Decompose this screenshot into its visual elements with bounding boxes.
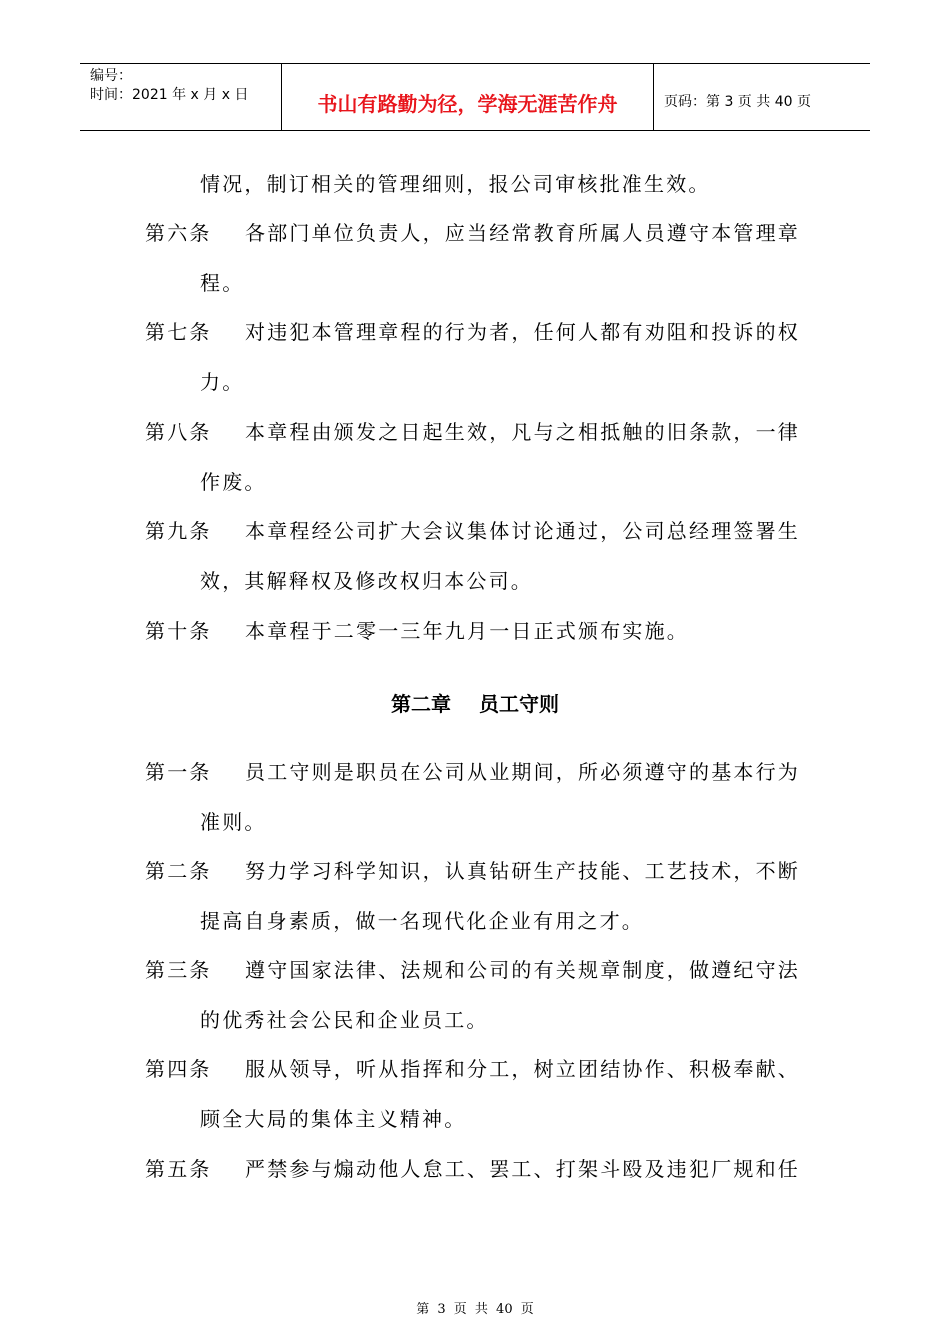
article-number: 第四条 bbox=[145, 1057, 212, 1081]
ch2-article-3-continuation: 的优秀社会公民和企业员工。 bbox=[200, 1008, 489, 1032]
document-header bbox=[80, 63, 870, 131]
article-text: 本章程于二零一三年九月一日正式颁布实施。 bbox=[245, 619, 689, 643]
time-label: 时间：2021 年 x 月 x 日 bbox=[90, 87, 249, 103]
article-number: 第六条 bbox=[145, 221, 212, 245]
article-text: 服从领导，听从指挥和分工，树立团结协作、积极奉献、 bbox=[245, 1057, 800, 1081]
chapter-heading bbox=[0, 688, 950, 717]
article-8-continuation: 作废。 bbox=[200, 470, 267, 494]
chapter-title: 员工守则 bbox=[479, 692, 559, 716]
article-text: 员工守则是职员在公司从业期间，所必须遵守的基本行为 bbox=[245, 760, 800, 784]
article-text: 本章程由颁发之日起生效，凡与之相抵触的旧条款，一律 bbox=[245, 420, 800, 444]
article-number: 第一条 bbox=[145, 760, 212, 784]
article-number: 第九条 bbox=[145, 519, 212, 543]
header-motto: 书山有路勤为径，学海无涯苦作舟 bbox=[317, 92, 618, 116]
article-6-continuation: 程。 bbox=[200, 271, 245, 295]
article-7-continuation: 力。 bbox=[200, 370, 245, 394]
ch2-article-1-continuation: 准则。 bbox=[200, 810, 267, 834]
header-meta-cell bbox=[80, 64, 281, 130]
article-number: 第三条 bbox=[145, 958, 212, 982]
article-number: 第七条 bbox=[145, 320, 212, 344]
article-number: 第二条 bbox=[145, 859, 212, 883]
article-number: 第十条 bbox=[145, 619, 212, 643]
serial-number-label: 编号： bbox=[90, 68, 132, 84]
article-9-continuation: 效，其解释权及修改权归本公司。 bbox=[200, 569, 533, 593]
article-5-continuation: 情况，制订相关的管理细则，报公司审核批准生效。 bbox=[200, 172, 711, 196]
article-text: 遵守国家法律、法规和公司的有关规章制度，做遵纪守法 bbox=[245, 958, 800, 982]
article-text: 本章程经公司扩大会议集体讨论通过，公司总经理签署生 bbox=[245, 519, 800, 543]
chapter-number: 第二章 bbox=[391, 692, 451, 716]
article-number: 第八条 bbox=[145, 420, 212, 444]
article-text: 努力学习科学知识，认真钻研生产技能、工艺技术，不断 bbox=[245, 859, 800, 883]
page-footer: 第 3 页 共 40 页 bbox=[416, 1302, 534, 1317]
ch2-article-2-continuation: 提高自身素质，做一名现代化企业有用之才。 bbox=[200, 909, 644, 933]
ch2-article-4-continuation: 顾全大局的集体主义精神。 bbox=[200, 1107, 467, 1131]
article-text: 严禁参与煽动他人怠工、罢工、打架斗殴及违犯厂规和任 bbox=[245, 1157, 800, 1181]
header-page-cell bbox=[654, 64, 870, 130]
header-page-code: 页码：第 3 页 共 40 页 bbox=[664, 94, 811, 110]
article-text: 各部门单位负责人，应当经常教育所属人员遵守本管理章 bbox=[245, 221, 800, 245]
article-text: 对违犯本管理章程的行为者，任何人都有劝阻和投诉的权 bbox=[245, 320, 800, 344]
header-motto-cell bbox=[281, 64, 654, 130]
article-number: 第五条 bbox=[145, 1157, 212, 1181]
